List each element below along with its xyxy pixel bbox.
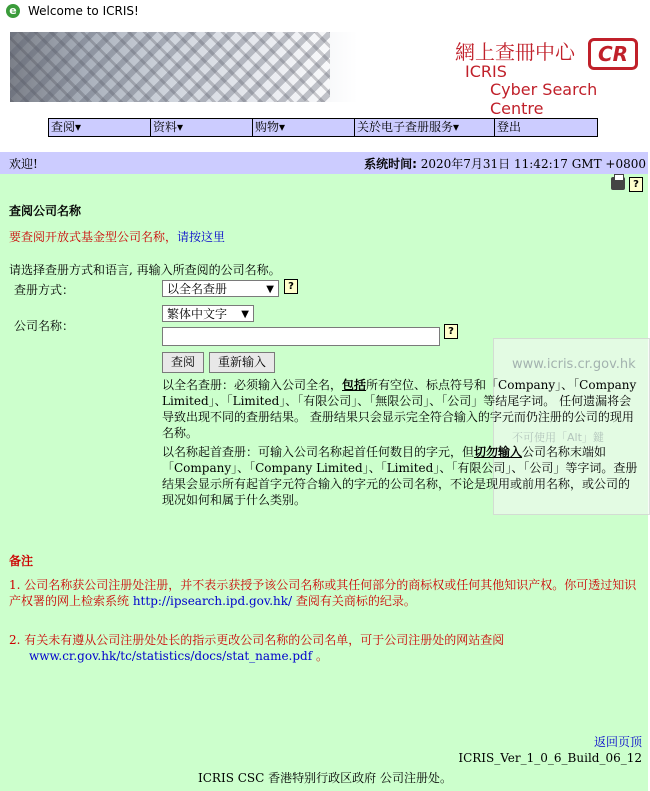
fund-note <box>9 228 225 245</box>
desc1-bold: 包括 <box>342 378 367 392</box>
ipsearch-link[interactable]: http://ipsearch.ipd.gov.hk/ <box>132 594 293 608</box>
menu-item-info[interactable]: 资料▾ <box>151 119 253 136</box>
ghost-text-alt: 不可使用「Alt」鍵 <box>512 431 604 444</box>
copyright-text: ICRIS CSC 香港特别行政区政府 公司注册处。 <box>198 771 452 785</box>
page-tools <box>611 177 643 192</box>
note-2-text-b: 。 <box>312 649 328 663</box>
instruction-text: 请选择查册方式和语言, 再输入所查阅的公司名称。 <box>9 263 281 277</box>
language-select[interactable] <box>162 305 254 322</box>
note-2 <box>9 632 637 664</box>
method-help-icon[interactable]: ? <box>284 279 298 294</box>
window-title: Welcome to ICRIS! <box>28 4 139 18</box>
method-label: 查册方式： <box>14 283 75 297</box>
system-time-value: 2020年7月31日 11:42:17 GMT +0800 <box>420 157 646 171</box>
desc2-part-a: 以名称起首查册：可输入公司名称起首任何数目的字元，但 <box>162 445 475 459</box>
header-banner <box>10 32 642 118</box>
ie-icon: e <box>6 4 20 18</box>
system-time-label: 系统时间: <box>364 157 417 171</box>
name-label: 公司名称： <box>14 319 75 333</box>
notes-title: 备注 <box>9 554 34 568</box>
version-text: ICRIS_Ver_1_0_6_Build_06_12 <box>458 751 642 765</box>
reset-button[interactable]: 重新输入 <box>209 352 275 373</box>
menu-item-about[interactable]: 关於电子查册服务▾ <box>355 119 495 136</box>
search-method-value: 以全名查册 <box>167 282 228 296</box>
chevron-down-icon: ▼ <box>266 284 274 295</box>
search-method-select[interactable] <box>162 280 279 297</box>
banner-title-csc: Cyber Search Centre <box>490 80 598 118</box>
desc2-part-b: 公司名称末端如「Company」、「Company Limited」、「Limited」、「有限公司」、「公司」等字词。查册结果会显示所有起首字元符合输入的字元的公司名称，不论是现用或前用名称，或公司的现况如何和属于什么类别。 <box>162 445 638 507</box>
search-button[interactable]: 查阅 <box>162 352 204 373</box>
banner-title-icris: ICRIS <box>465 62 507 81</box>
note-1-text-a: 1. 公司名称获公司注册处注册，并不表示获授予该公司名称或其任何部分的商标权或任何其他知识产权。你可透过知识产权署的网上检索系统 <box>9 578 637 608</box>
fund-note-text: 要查阅开放式基金型公司名称， <box>9 230 178 244</box>
banner-chinese-title: 網上查冊中心 <box>455 40 575 64</box>
note-1 <box>9 577 637 609</box>
chevron-down-icon: ▼ <box>241 309 249 320</box>
ghost-text-url: www.icris.cr.gov.hk <box>512 357 636 372</box>
desc2-bold: 切勿输入 <box>474 445 523 459</box>
desc1-part-b: 所有空位、标点符号和「Company」、「Company Limited」、「Limited」、「有限公司」、「無限公司」、「公司」等结尾字词。 任何遗漏将会导致出现不同的查册结果。 查册结果只会显示完全符合输入的字元而仍注册的公司的现用名称。 <box>162 378 637 440</box>
cr-logo: CR <box>588 38 638 70</box>
note-2-text-a: 2. 有关未有遵从公司注册处处长的指示更改公司名称的公司名单，可于公司注册处的网站查阅 <box>9 633 505 647</box>
main-content <box>0 174 648 791</box>
welcome-text: 欢迎! <box>9 157 38 171</box>
back-to-top-link[interactable]: 返回页顶 <box>593 735 642 749</box>
fullname-description <box>162 377 640 441</box>
fund-link[interactable]: 请按这里 <box>177 230 226 244</box>
stat-name-link[interactable]: www.cr.gov.hk/tc/statistics/docs/stat_name.pdf <box>29 649 313 663</box>
printer-icon[interactable] <box>611 177 625 190</box>
prefix-description <box>162 444 640 508</box>
menu-item-shopping[interactable]: 购物▾ <box>253 119 355 136</box>
company-name-input[interactable] <box>162 327 440 346</box>
page-title: 查阅公司名称 <box>9 204 82 218</box>
window-titlebar <box>0 0 648 22</box>
help-icon[interactable]: ? <box>629 177 643 192</box>
system-time <box>364 155 646 172</box>
welcome-bar <box>0 152 648 174</box>
language-value: 繁体中文字 <box>167 307 228 321</box>
menu-item-logout[interactable]: 登出 <box>497 120 522 134</box>
banner-photo <box>10 32 330 102</box>
name-help-icon[interactable]: ? <box>444 324 458 339</box>
main-menu <box>48 118 598 137</box>
desc1-part-a: 以全名查册：必须输入公司全名， <box>162 378 343 392</box>
menu-item-search[interactable]: 查阅▾ <box>49 119 151 136</box>
note-1-text-b: 查阅有关商标的纪录。 <box>292 594 416 608</box>
